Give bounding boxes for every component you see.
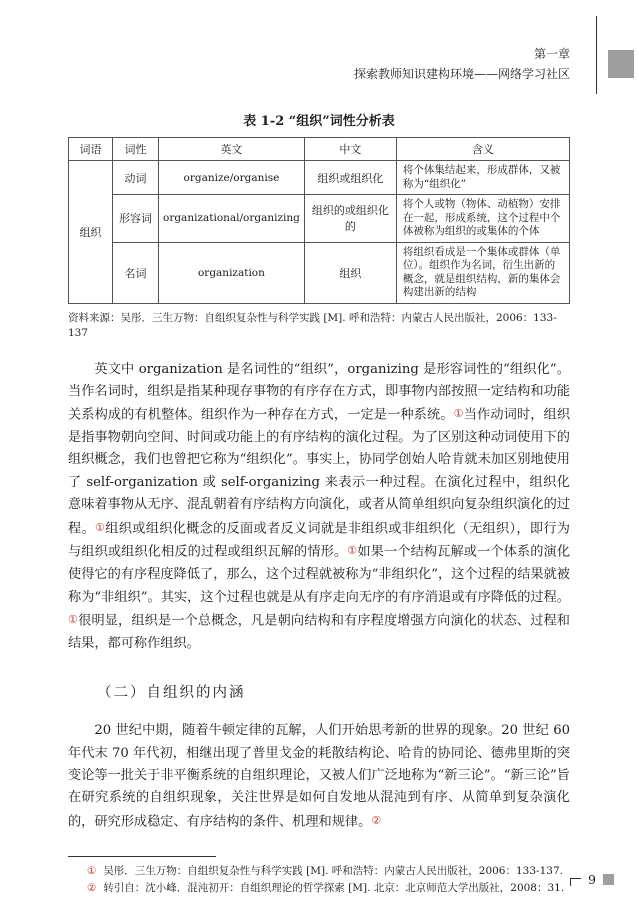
footer-square: [603, 874, 614, 885]
col-header-pos: 词性: [113, 138, 159, 161]
page-header: [354, 44, 570, 84]
footnote: [68, 880, 570, 898]
footnote-marker: ②: [86, 882, 97, 895]
paragraph-2: [68, 720, 570, 833]
header-corner-square: [608, 50, 634, 78]
pos-cell: 名词: [113, 242, 159, 303]
meaning-cell: 将组织看成是一个集体或群体（单位）。组织作为名词，衍生出新的概念，就是组织结构，新的集体会构建出新的结构: [396, 242, 569, 303]
chapter-label: 第一章: [533, 47, 570, 61]
text-run: 当作动词时，组织是指事物朝向空间、时间或功能上的有序结构的演化过程。为了区别这种动词使用下的组织概念，我们也曾把它称为“组织化”。事实上，协同学创始人哈肯就未加区别地使用了 self-organization 或 self-organizing 来表示一种过程。在演化过程中，组织化意味着事物从无序、混乱朝着有序结构方向演化，或者从简单组织向复杂组织演化的过程。: [68, 407, 571, 537]
inline-footnote-marker: ①: [347, 544, 358, 558]
table-title: 表 1-2 “组织”词性分析表: [243, 114, 395, 129]
text-run: 英文中 organization 是名词性的“组织”，organizing 是形容词性的“组织化”。当作名词时，组织是指某种现存事物的有序存在方式，即事物内部按照一定结构和功能关系构成的有机整体。组织作为一种存在方式，一定是一种系统。: [68, 361, 570, 423]
table-row: [69, 195, 570, 243]
inline-footnote-marker: ②: [371, 813, 382, 827]
col-header-meaning: 含义: [396, 138, 569, 161]
col-header-word: 词语: [69, 138, 113, 161]
header-rule: [596, 16, 597, 94]
section-heading: （二）自组织的内涵: [97, 685, 246, 702]
chinese-cell: 组织: [304, 242, 396, 303]
text-run: 20 世纪中期，随着牛顿定律的瓦解，人们开始思考新的世界的现象。20 世纪 60 年代末 70 年代初，相继出现了普里戈金的耗散结构论、哈肯的协同论、德弗里斯的突变论等一批关于非平衡系统的自组织理论，又被人们广泛地称为“新三论”。“新三论”旨在研究系统的自组织现象，关注世界是如何自发地从混沌到有序、从简单到复杂演化的，研究形成稳定、有序结构的条件、机理和规律。: [68, 723, 570, 830]
paragraph-1: [68, 359, 570, 656]
footnote: [68, 863, 570, 881]
footnotes: [68, 863, 570, 898]
page-footer: [570, 872, 614, 887]
english-cell: organizational/organizing: [159, 195, 305, 243]
word-cell: 组织: [69, 161, 113, 304]
inline-footnote-marker: ①: [453, 407, 464, 421]
running-title: 探索教师知识建构环境——网络学习社区: [353, 67, 570, 81]
inline-footnote-marker: ①: [68, 613, 79, 626]
col-header-english: 英文: [159, 138, 305, 161]
footnote-block: [68, 856, 570, 898]
text-run: 如果一个结构瓦解或一个体系的演化使得它的有序程度降低了，那么，这个过程就被称为“非组织化”，这个过程的结果就被称为“非组织”。其实，这个过程也就是从有序走向无序的有序消退或有序降低的过程。: [68, 544, 571, 605]
pos-cell: 形容词: [113, 195, 159, 243]
footnote-text: 转引自：沈小峰．混沌初开：自组织理论的哲学探索 [M]. 北京：北京师范大学出版社，2008：31.: [103, 882, 565, 895]
table-row: [69, 161, 570, 195]
text-run: 很明显，组织是一个总概念，凡是朝向结构和有序程度增强方向演化的状态、过程和结果，都可称作组织。: [68, 613, 570, 651]
chinese-cell: 组织的或组织化的: [304, 195, 396, 243]
chinese-cell: 组织或组织化: [304, 161, 396, 195]
inline-footnote-marker: ①: [94, 520, 106, 534]
text-run: 组织或组织化概念的反面或者反义词就是非组织或非组织化（无组织），即行为与组织或组织化相反的过程或组织瓦解的情形。: [68, 521, 570, 560]
footnote-text: 吴彤．三生万物：自组织复杂性与科学实践 [M]. 呼和浩特：内蒙古人民出版社，2006：133-137.: [103, 864, 563, 877]
table-row: [69, 242, 570, 303]
col-header-chinese: 中文: [304, 138, 396, 161]
corner-mark: [570, 878, 581, 886]
table-source: 资料来源：吴彤．三生万物：自组织复杂性与科学实践 [M]. 呼和浩特：内蒙古人民出版社，2006：133-137: [68, 311, 557, 339]
meaning-cell: 将个体集结起来，形成群体，又被称为“组织化”: [396, 161, 569, 195]
english-cell: organize/organise: [159, 161, 305, 195]
word-analysis-table: [68, 137, 570, 304]
page-number: 9: [588, 872, 596, 887]
english-cell: organization: [159, 242, 305, 303]
footnote-divider: [68, 856, 216, 857]
meaning-cell: 将个人或物（物体、动植物）安排在一起，形成系统，这个过程中个体被称为组织的或集体的个体: [396, 195, 569, 243]
footnote-marker: ①: [86, 864, 97, 877]
pos-cell: 动词: [113, 161, 159, 195]
table-header-row: [69, 138, 570, 161]
